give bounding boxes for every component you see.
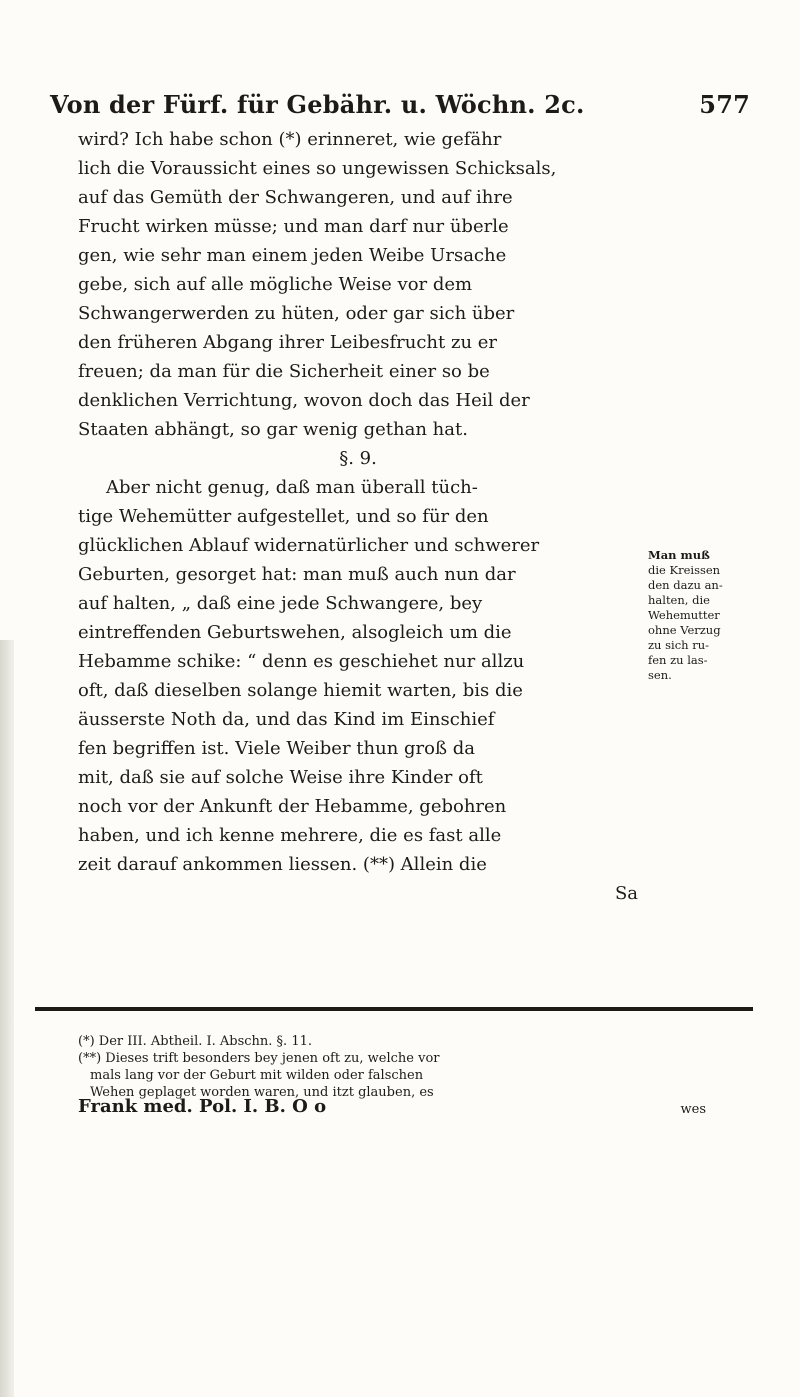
text-line: äusserste Noth da, und das Kind im Einschief [78,709,495,730]
text-line: auf das Gemüth der Schwangeren, und auf ihre [78,187,513,208]
marginal-line: die Kreissen [648,563,721,577]
signature-line: Frank med. Pol. I. B. O o [78,1096,327,1117]
footnote-line: Wehen geplaget worden waren, und itzt glauben, es [90,1085,434,1100]
text-line: gen, wie sehr man einem jeden Weibe Ursache [78,245,507,266]
text-line: Hebamme schike: “ denn es geschiehet nur allzu [78,651,525,672]
footnote-catchword: wes [680,1102,706,1117]
text-line: Schwangerwerden zu hüten, oder gar sich über [78,303,515,324]
text-line: zeit darauf ankommen liessen. (**) Allein die [78,854,487,875]
marginal-note [648,548,748,683]
text-line: oft, daß dieselben solange hiemit warten, bis die [78,680,523,701]
running-header [50,90,750,119]
marginal-line: zu sich ru- [648,638,709,652]
footnote-line: (**) Dieses trift besonders bey jenen oft zu, welche vor [78,1051,440,1066]
text-line: Geburten, gesorget hat: man muß auch nun dar [78,564,516,585]
footnote-line: mals lang vor der Geburt mit wilden oder falschen [90,1068,424,1083]
catchword: Sa [614,883,638,904]
marginal-line: halten, die [648,593,710,607]
running-title: Von der Fürf. für Gebähr. u. Wöchn. 2c. [50,90,585,119]
marginal-line: fen zu las- [648,653,708,667]
section-mark: §. 9. [339,448,377,469]
text-line: auf halten, „ daß eine jede Schwangere, bey [78,593,483,614]
footnote-divider [35,1007,753,1011]
text-line: eintreffenden Geburtswehen, alsogleich um die [78,622,512,643]
text-line: glücklichen Ablauf widernatürlicher und schwerer [78,535,540,556]
text-line: fen begriffen ist. Viele Weiber thun groß da [78,738,475,759]
marginal-line: Wehemutter [648,608,720,622]
main-text [78,125,638,908]
page-number: 577 [699,90,750,119]
text-line: denklichen Verrichtung, wovon doch das Heil der [78,390,530,411]
text-line: lich die Voraussicht eines so ungewissen Schicksals, [78,158,557,179]
text-line: wird? Ich habe schon (*) erinneret, wie gefähr [78,129,502,150]
marginal-line: Man muß [648,548,710,562]
marginal-line: ohne Verzug [648,623,721,637]
marginal-line: den dazu an- [648,578,723,592]
text-line: mit, daß sie auf solche Weise ihre Kinder oft [78,767,483,788]
section-line [78,444,638,473]
text-line: Aber nicht genug, daß man überall tüch- [106,477,478,498]
text-line: gebe, sich auf alle mögliche Weise vor dem [78,274,473,295]
text-line: Frucht wirken müsse; und man darf nur überle [78,216,509,237]
page-edge-shadow [0,640,14,1397]
text-line: Staaten abhängt, so gar wenig gethan hat. [78,419,468,440]
marginal-line: sen. [648,668,672,682]
text-line: freuen; da man für die Sicherheit einer so be [78,361,490,382]
text-line: haben, und ich kenne mehrere, die es fast alle [78,825,502,846]
footnote-line: (*) Der III. Abtheil. I. Abschn. §. 11. [78,1034,312,1049]
text-line: tige Wehemütter aufgestellet, und so für den [78,506,489,527]
text-line: noch vor der Ankunft der Hebamme, gebohren [78,796,507,817]
text-line: den früheren Abgang ihrer Leibesfrucht zu er [78,332,498,353]
